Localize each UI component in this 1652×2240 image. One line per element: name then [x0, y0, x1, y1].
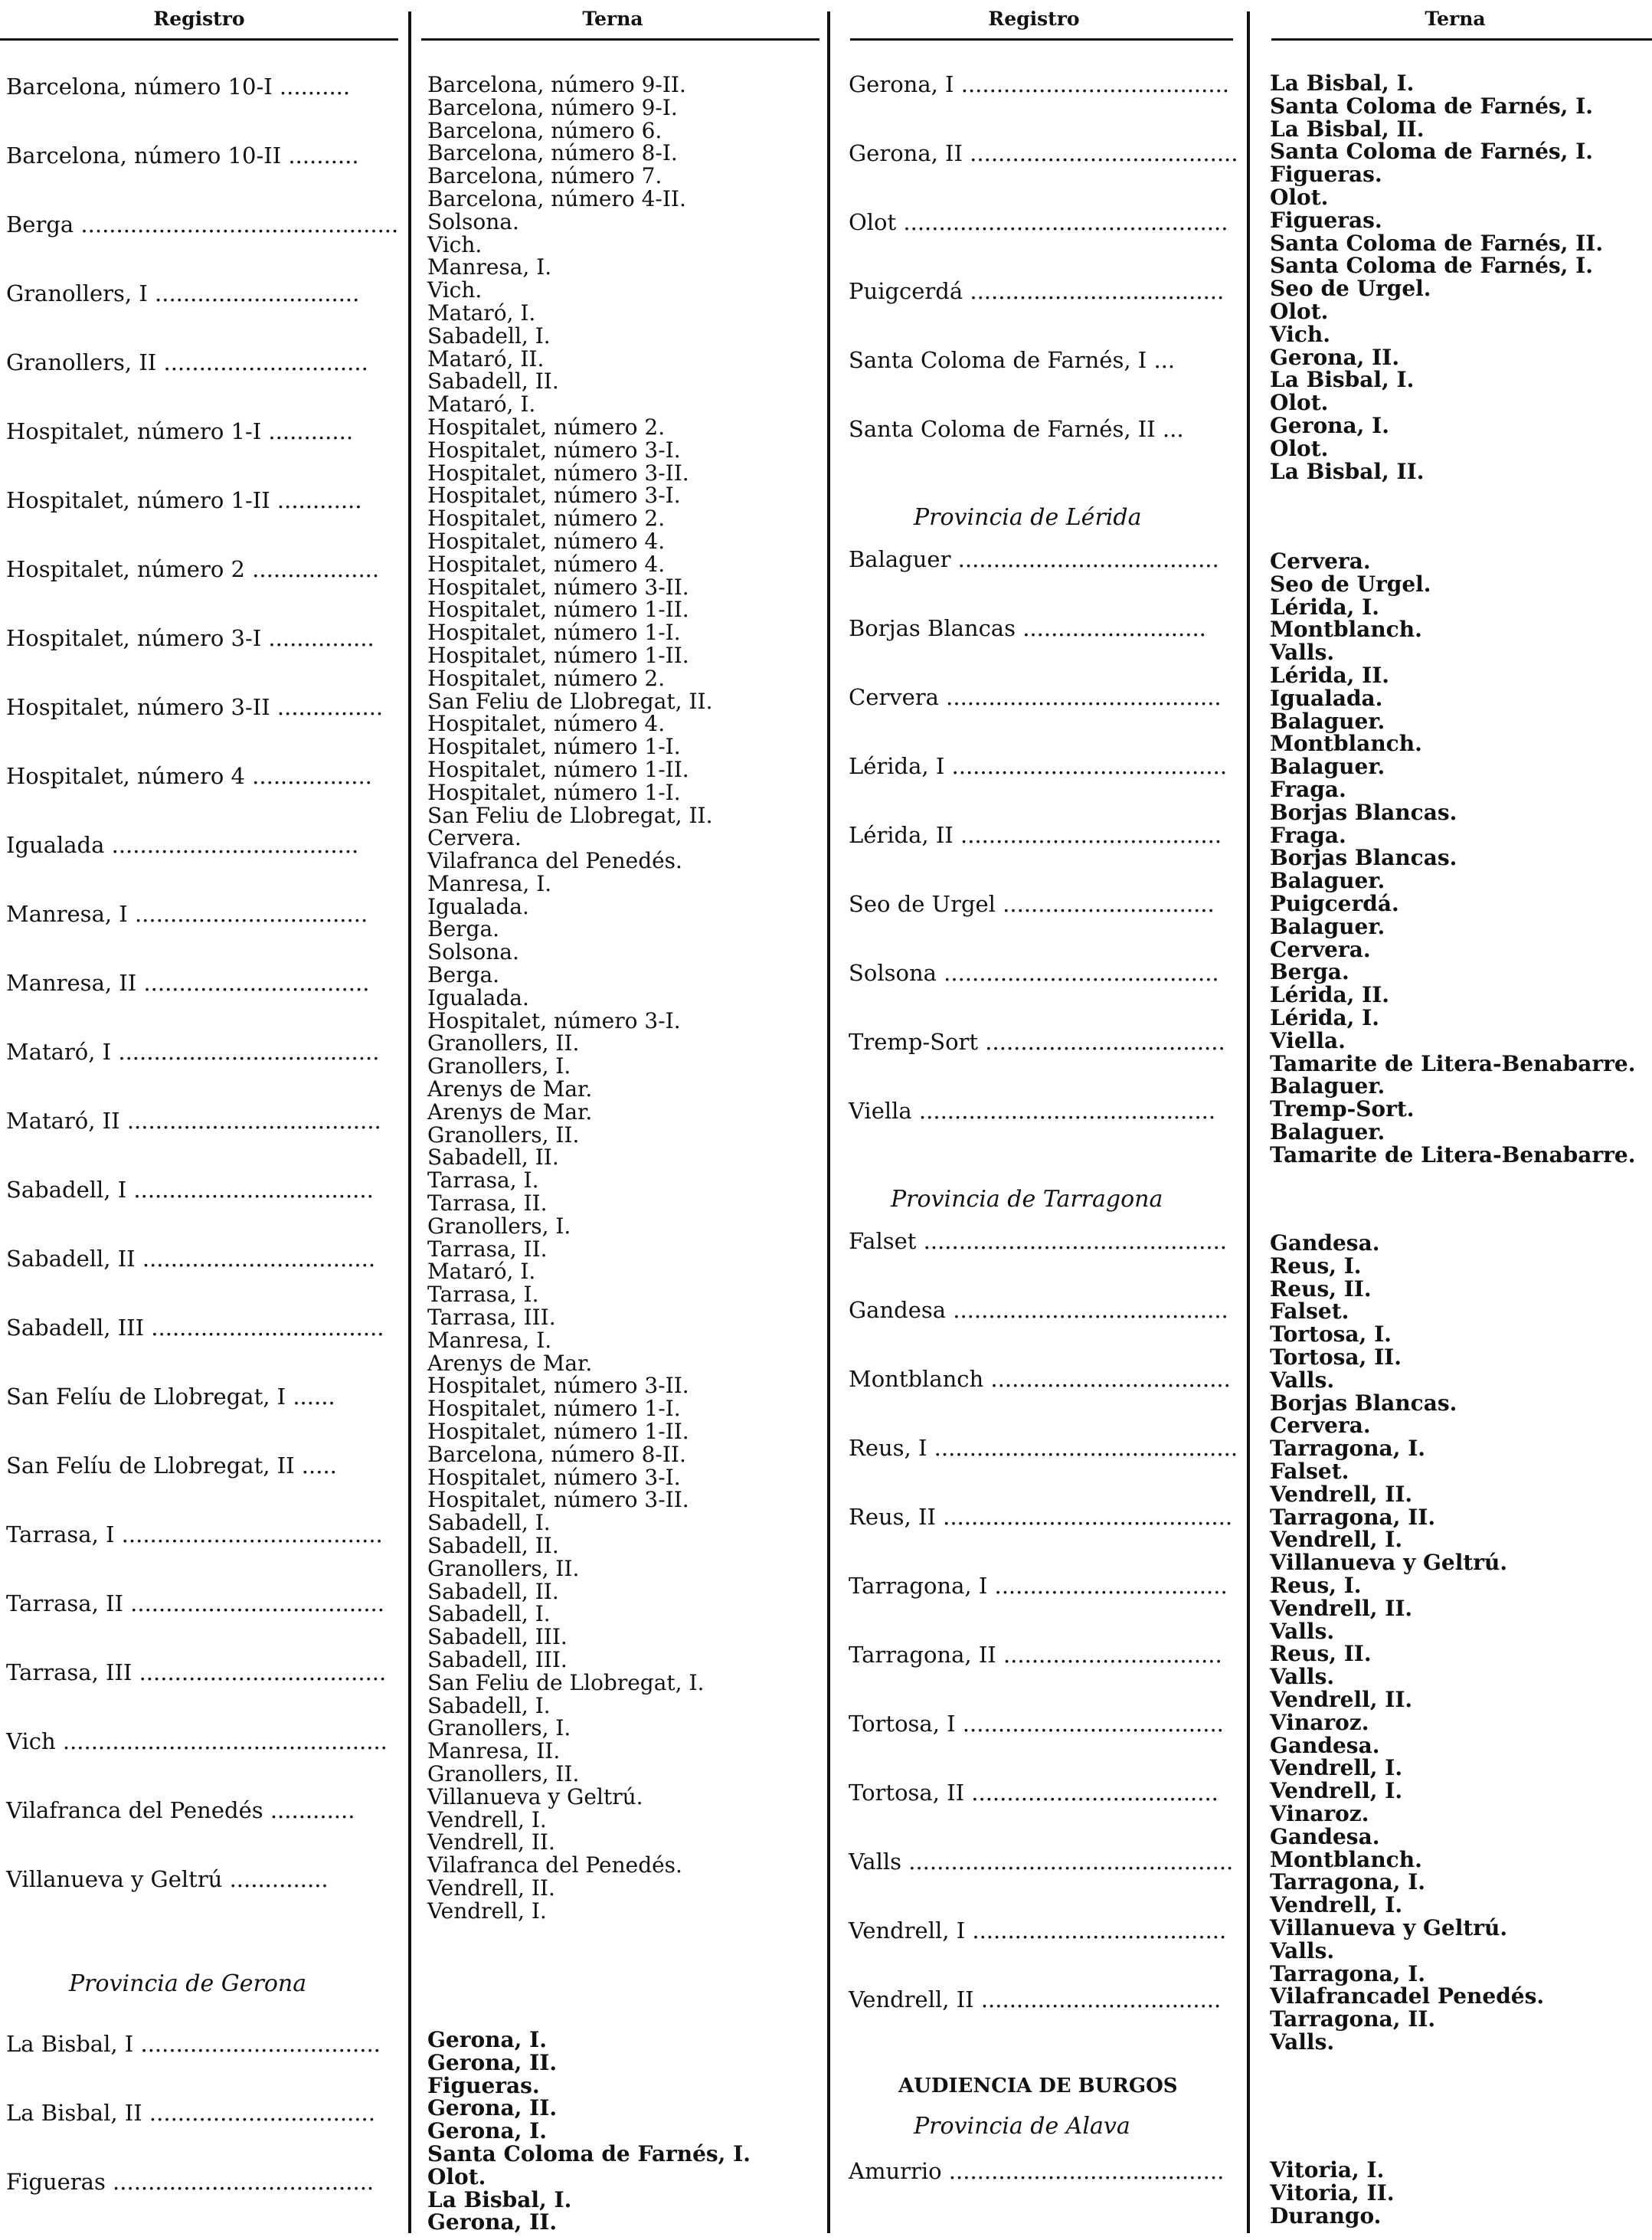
- registro-entry: Amurrio .......................................: [849, 2158, 1225, 2184]
- terna-item: Vendrell, II.: [1270, 1595, 1413, 1621]
- registro-entry: San Felíu de Llobregat, II .....: [6, 1452, 337, 1479]
- registro-entry: Gerona, II ......................................: [849, 140, 1238, 166]
- terna-item: Hospitalet, número 1-I.: [427, 620, 681, 646]
- terna-item: Barcelona, número 8-I.: [427, 140, 678, 166]
- terna-item: La Bisbal, I.: [1270, 367, 1415, 393]
- terna-item: Cervera.: [427, 825, 522, 851]
- column-divider-2: [827, 11, 830, 2233]
- terna-item: Montblanch.: [1270, 1846, 1422, 1872]
- terna-item: Tarragona, I.: [1270, 1960, 1426, 1986]
- terna-item: Solsona.: [427, 939, 519, 965]
- terna-item: Gandesa.: [1270, 1230, 1380, 1256]
- terna-item: Gerona, II.: [427, 2049, 558, 2075]
- terna-item: Figueras.: [1270, 162, 1382, 188]
- terna-item: Hospitalet, número 2.: [427, 665, 666, 691]
- header-rule-4: [1271, 38, 1652, 41]
- terna-item: Valls.: [1270, 1367, 1335, 1393]
- terna-item: Barcelona, número 9-I.: [427, 94, 678, 120]
- terna-item: Gerona, I.: [427, 2118, 547, 2144]
- terna-item: Gerona, I.: [1270, 412, 1389, 438]
- terna-item: Barcelona, número 9-II.: [427, 72, 686, 97]
- terna-item: Balaguer.: [1270, 913, 1385, 939]
- terna-item: Hospitalet, número 1-I.: [427, 734, 681, 760]
- terna-item: La Bisbal, I.: [1270, 70, 1415, 96]
- terna-item: Tarragona, I.: [1270, 1869, 1426, 1895]
- terna-item: Sabadell, II.: [427, 368, 559, 395]
- terna-item: Mataró, I.: [427, 300, 536, 326]
- terna-item: Gerona, II.: [427, 2095, 558, 2121]
- terna-item: Barcelona, número 4-II.: [427, 185, 686, 211]
- terna-item: Tarrasa, I.: [427, 1167, 539, 1194]
- terna-item: Hospitalet, número 4.: [427, 528, 666, 554]
- registro-entry: Gandesa .......................................: [849, 1297, 1228, 1323]
- terna-item: Lérida, II.: [1270, 982, 1390, 1008]
- header-terna-2: Terna: [1425, 8, 1486, 30]
- terna-item: Balaguer.: [1270, 754, 1385, 780]
- terna-item: Hospitalet, número 3-II.: [427, 1487, 689, 1513]
- registro-entry: Tarrasa, III ...................................: [6, 1659, 387, 1685]
- terna-item: Tortosa, I.: [1270, 1321, 1392, 1348]
- terna-item: Sabadell, II.: [427, 1578, 559, 1604]
- registro-entry: Solsona .......................................: [849, 960, 1219, 986]
- terna-item: Falset.: [1270, 1298, 1349, 1325]
- terna-item: Vinaroz.: [1270, 1800, 1369, 1826]
- terna-item: Santa Coloma de Farnés, I.: [1270, 93, 1593, 119]
- province-heading-lerida: Provincia de Lérida: [914, 504, 1142, 531]
- registro-entry: Hospitalet, número 1-II ............: [6, 487, 362, 513]
- terna-item: Tarrasa, II.: [427, 1190, 548, 1217]
- registro-entry: Vich ..............................................: [6, 1728, 388, 1754]
- header-rule-2: [421, 38, 819, 41]
- terna-item: Sabadell, I.: [427, 323, 551, 349]
- terna-item: Borjas Blancas.: [1270, 799, 1457, 825]
- column-divider-3: [1247, 11, 1250, 2233]
- terna-item: Tarrasa, III.: [427, 1305, 556, 1331]
- registro-entry: Hospitalet, número 1-I ............: [6, 418, 354, 444]
- terna-list-alava: [1270, 2159, 1394, 2227]
- terna-item: Vendrell, I.: [1270, 1892, 1403, 1918]
- terna-item: Tarragona, II.: [1270, 2006, 1436, 2032]
- terna-list-gerona-2: [1270, 72, 1603, 483]
- terna-item: Santa Coloma de Farnés, II.: [1270, 230, 1604, 256]
- registro-entry: Manresa, II ................................: [6, 970, 370, 996]
- registro-entry: Sabadell, III .................................: [6, 1315, 384, 1341]
- terna-item: Lérida, II.: [1270, 662, 1390, 688]
- terna-item: Tremp-Sort.: [1270, 1096, 1415, 1122]
- terna-item: Figueras.: [1270, 207, 1382, 233]
- terna-item: Gandesa.: [1270, 1823, 1380, 1849]
- terna-item: Hospitalet, número 3-II.: [427, 1373, 689, 1399]
- terna-item: Villanueva y Geltrú.: [1270, 1914, 1508, 1940]
- terna-item: Mataró, II.: [427, 345, 545, 372]
- terna-item: Gerona, II.: [427, 2209, 558, 2235]
- registro-entry: Vendrell, II ..................................: [849, 1986, 1222, 2012]
- terna-item: Santa Coloma de Farnés, I.: [427, 2140, 751, 2166]
- terna-item: Vich.: [427, 231, 483, 257]
- terna-item: Hospitalet, número 4.: [427, 551, 666, 577]
- registro-entry: Vendrell, I ....................................: [849, 1917, 1227, 1944]
- registro-entry: Figueras .....................................: [6, 2169, 375, 2195]
- terna-item: Hospitalet, número 3-I.: [427, 437, 681, 463]
- terna-item: Hospitalet, número 1-I.: [427, 779, 681, 805]
- terna-item: Vendrell, I.: [1270, 1778, 1403, 1804]
- terna-item: Vendrell, II.: [427, 1875, 555, 1901]
- registro-entry: Tarrasa, II ....................................: [6, 1590, 384, 1616]
- terna-list-lerida: [1270, 550, 1635, 1167]
- terna-item: Arenys de Mar.: [427, 1350, 593, 1376]
- terna-item: Hospitalet, número 3-I.: [427, 483, 681, 509]
- terna-item: Barcelona, número 8-II.: [427, 1441, 686, 1467]
- registro-entry: Balaguer .....................................: [849, 546, 1219, 572]
- terna-item: La Bisbal, I.: [427, 2186, 572, 2212]
- terna-item: Valls.: [1270, 640, 1335, 666]
- province-heading-tarragona: Provincia de Tarragona: [891, 1186, 1163, 1213]
- terna-item: Igualada.: [427, 893, 529, 919]
- terna-item: Granollers, II.: [427, 1122, 580, 1148]
- terna-item: Berga.: [427, 962, 500, 988]
- registro-entry: Tremp-Sort ..................................: [849, 1029, 1225, 1055]
- terna-list-barcelona: [427, 74, 713, 1923]
- terna-item: Gerona, II.: [1270, 344, 1400, 370]
- registro-entry: Hospitalet, número 2 ..................: [6, 556, 380, 582]
- terna-item: Barcelona, número 6.: [427, 117, 662, 143]
- registro-entry: Tarragona, II ...............................: [849, 1642, 1222, 1668]
- terna-item: Vendrell, II.: [427, 1829, 555, 1855]
- terna-item: Tarragona, I.: [1270, 1436, 1426, 1462]
- terna-item: Berga.: [427, 916, 500, 942]
- registro-entry: Mataró, II ....................................: [6, 1108, 381, 1134]
- terna-item: Hospitalet, número 2.: [427, 506, 666, 532]
- terna-item: Olot.: [1270, 184, 1329, 210]
- terna-item: Hospitalet, número 4.: [427, 711, 666, 737]
- terna-item: Vilafrancadel Penedés.: [1270, 1983, 1545, 2009]
- terna-item: Villanueva y Geltrú.: [1270, 1550, 1508, 1576]
- terna-item: Hospitalet, número 3-I.: [427, 1464, 681, 1490]
- terna-item: Granollers, I.: [427, 1715, 571, 1741]
- terna-item: Sabadell, III.: [427, 1646, 568, 1672]
- terna-item: Valls.: [1270, 1937, 1335, 1963]
- registro-entry: Igualada ...................................: [6, 832, 359, 858]
- province-heading-alava: Provincia de Alava: [914, 2113, 1130, 2140]
- terna-item: Villanueva y Geltrú.: [427, 1783, 643, 1809]
- terna-item: Olot.: [427, 2163, 486, 2189]
- terna-item: Olot.: [1270, 435, 1329, 461]
- terna-item: Hospitalet, número 3-II.: [427, 460, 689, 486]
- terna-item: Seo de Urgel.: [1270, 571, 1431, 597]
- terna-item: Vendrell, II.: [1270, 1481, 1413, 1507]
- terna-item: Puigcerdá.: [1270, 890, 1399, 916]
- terna-item: Tarrasa, II.: [427, 1236, 548, 1262]
- terna-item: Hospitalet, número 1-II.: [427, 642, 689, 668]
- registro-entry: Cervera .......................................: [849, 684, 1222, 710]
- terna-item: Igualada.: [1270, 685, 1383, 711]
- terna-item: Mataró, I.: [427, 391, 536, 418]
- terna-item: Vitoria, I.: [1270, 2157, 1385, 2183]
- registro-entry: Tarrasa, I .....................................: [6, 1521, 383, 1547]
- registro-entry: Tarragona, I .................................: [849, 1573, 1228, 1599]
- registro-entry: Seo de Urgel ..............................: [849, 891, 1215, 917]
- registro-entry: Sabadell, I ..................................: [6, 1177, 374, 1203]
- registro-entry: Vilafranca del Penedés ............: [6, 1797, 355, 1823]
- terna-item: Manresa, I.: [427, 870, 552, 896]
- terna-item: Sabadell, I.: [427, 1510, 551, 1536]
- terna-item: Reus, II.: [1270, 1641, 1372, 1667]
- terna-item: Tarragona, II.: [1270, 1504, 1436, 1530]
- registro-entry: Santa Coloma de Farnés, II ...: [849, 416, 1184, 442]
- terna-item: Balaguer.: [1270, 708, 1385, 734]
- terna-item: Vendrell, I.: [427, 1898, 547, 1924]
- registro-entry: Reus, I ...........................................: [849, 1435, 1238, 1461]
- terna-item: Vendrell, I.: [427, 1806, 547, 1832]
- terna-item: Reus, II.: [1270, 1276, 1372, 1302]
- registro-entry: Villanueva y Geltrú ..............: [6, 1866, 329, 1892]
- terna-item: Berga.: [1270, 959, 1349, 985]
- terna-list-gerona: [427, 2029, 751, 2234]
- terna-item: Valls.: [1270, 2029, 1335, 2055]
- terna-item: Sabadell, I.: [427, 1692, 551, 1718]
- terna-item: Granollers, II.: [427, 1555, 580, 1581]
- terna-item: Figueras.: [427, 2072, 540, 2098]
- header-registro-2: Registro: [988, 8, 1080, 30]
- terna-item: Santa Coloma de Farnés, I.: [1270, 253, 1593, 279]
- terna-item: Sabadell, III.: [427, 1624, 568, 1650]
- terna-item: Viella.: [1270, 1027, 1346, 1053]
- registro-entry: Tortosa, I .....................................: [849, 1711, 1224, 1737]
- terna-item: Vendrell, I.: [1270, 1527, 1403, 1553]
- terna-item: Hospitalet, número 2.: [427, 414, 666, 440]
- terna-item: Reus, I.: [1270, 1253, 1362, 1279]
- terna-list-tarragona: [1270, 1232, 1544, 2054]
- terna-item: Santa Coloma de Farnés, I.: [1270, 139, 1593, 165]
- terna-item: Sabadell, II.: [427, 1533, 559, 1558]
- terna-item: Hospitalet, número 3-I.: [427, 1007, 681, 1033]
- header-registro-1: Registro: [153, 8, 245, 30]
- terna-item: Solsona.: [427, 208, 519, 234]
- terna-item: Vitoria, II.: [1270, 2179, 1395, 2206]
- terna-item: Vendrell, I.: [1270, 1755, 1403, 1781]
- terna-item: Arenys de Mar.: [427, 1076, 593, 1102]
- terna-item: Arenys de Mar.: [427, 1099, 593, 1125]
- terna-item: Hospitalet, número 3-II.: [427, 574, 689, 600]
- terna-item: Borjas Blancas.: [1270, 1390, 1457, 1416]
- terna-item: Olot.: [1270, 390, 1329, 416]
- terna-item: Granollers, I.: [427, 1053, 571, 1079]
- registro-entry: Lérida, II .....................................: [849, 822, 1222, 848]
- terna-item: Olot.: [1270, 298, 1329, 324]
- terna-item: Vilafranca del Penedés.: [427, 848, 682, 874]
- terna-item: Durango.: [1270, 2202, 1382, 2229]
- registro-entry: Valls ..............................................: [849, 1849, 1234, 1875]
- terna-item: Sabadell, I.: [427, 1601, 551, 1627]
- terna-item: Montblanch.: [1270, 617, 1422, 643]
- terna-item: Montblanch.: [1270, 731, 1422, 757]
- terna-item: Tamarite de Litera-Benabarre.: [1270, 1050, 1636, 1076]
- terna-item: La Bisbal, II.: [1270, 116, 1425, 142]
- registro-entry: Hospitalet, número 4 .................: [6, 763, 372, 789]
- registro-entry: Mataró, I .....................................: [6, 1039, 380, 1065]
- registro-entry: Olot ..............................................: [849, 209, 1228, 235]
- registro-entry: Santa Coloma de Farnés, I ...: [849, 347, 1176, 373]
- terna-item: San Feliu de Llobregat, II.: [427, 802, 713, 828]
- terna-item: Seo de Urgel.: [1270, 276, 1431, 302]
- terna-item: Hospitalet, número 1-II.: [427, 756, 689, 782]
- terna-item: Balaguer.: [1270, 1073, 1385, 1099]
- terna-item: San Feliu de Llobregat, I.: [427, 1669, 705, 1695]
- terna-item: Hospitalet, número 1-II.: [427, 597, 689, 623]
- terna-item: Granollers, II.: [427, 1760, 580, 1786]
- registro-entry: Puigcerdá ....................................: [849, 278, 1225, 304]
- terna-item: Gerona, I.: [427, 2027, 547, 2052]
- terna-item: Mataró, I.: [427, 1259, 536, 1285]
- terna-item: Tamarite de Litera-Benabarre.: [1270, 1141, 1636, 1167]
- terna-item: Tortosa, II.: [1270, 1344, 1402, 1370]
- registro-entry: Gerona, I ......................................: [849, 71, 1230, 97]
- registro-entry: Montblanch ..................................: [849, 1366, 1231, 1392]
- terna-item: Borjas Blancas.: [1270, 845, 1457, 871]
- terna-item: Valls.: [1270, 1664, 1335, 1690]
- terna-item: Reus, I.: [1270, 1572, 1362, 1598]
- header-terna-1: Terna: [582, 8, 643, 30]
- terna-item: Manresa, I.: [427, 1327, 552, 1353]
- registro-entry: Barcelona, número 10-I ..........: [6, 74, 351, 100]
- terna-item: Valls.: [1270, 1618, 1335, 1644]
- registro-entry: Sabadell, II .................................: [6, 1246, 376, 1272]
- terna-item: Hospitalet, número 1-I.: [427, 1396, 681, 1422]
- registro-entry: Hospitalet, número 3-I ...............: [6, 625, 375, 651]
- registro-entry: Falset ...........................................: [849, 1228, 1228, 1254]
- registro-entry: Hospitalet, número 3-II ...............: [6, 694, 384, 720]
- terna-item: Hospitalet, número 1-II.: [427, 1419, 689, 1445]
- registro-entry: Granollers, II .............................: [6, 349, 368, 375]
- registro-entry: Reus, II .........................................: [849, 1504, 1233, 1530]
- terna-item: Balaguer.: [1270, 868, 1385, 894]
- registro-entry: San Felíu de Llobregat, I ......: [6, 1384, 335, 1410]
- terna-item: Manresa, II.: [427, 1738, 561, 1764]
- terna-item: Vinaroz.: [1270, 1709, 1369, 1735]
- registro-entry: Tortosa, II ...................................: [849, 1780, 1219, 1806]
- registro-entry: Viella ..........................................: [849, 1098, 1216, 1124]
- registro-entry: Barcelona, número 10-II ..........: [6, 142, 359, 169]
- registro-entry: La Bisbal, I ..................................: [6, 2031, 381, 2057]
- terna-item: Falset.: [1270, 1458, 1349, 1484]
- registro-entry: Borjas Blancas ..........................: [849, 615, 1206, 641]
- header-rule-3: [850, 38, 1233, 41]
- registro-entry: Manresa, I .................................: [6, 901, 368, 927]
- terna-item: Granollers, I.: [427, 1213, 571, 1239]
- registro-entry: Lérida, I .......................................: [849, 753, 1228, 779]
- header-rule-1: [0, 38, 398, 41]
- terna-item: Fraga.: [1270, 776, 1346, 802]
- terna-item: Gandesa.: [1270, 1732, 1380, 1758]
- registro-entry: Berga .............................................: [6, 211, 399, 237]
- terna-item: Granollers, II.: [427, 1030, 580, 1056]
- terna-item: Sabadell, II.: [427, 1145, 559, 1171]
- audiencia-heading: AUDIENCIA DE BURGOS: [898, 2075, 1178, 2098]
- terna-item: San Feliu de Llobregat, II.: [427, 688, 713, 714]
- terna-item: Cervera.: [1270, 549, 1371, 574]
- registro-entry: La Bisbal, II ................................: [6, 2100, 375, 2126]
- terna-item: Vendrell, II.: [1270, 1686, 1413, 1712]
- terna-item: Tarrasa, I.: [427, 1282, 539, 1308]
- province-heading-gerona: Provincia de Gerona: [69, 1970, 307, 1997]
- column-divider-1: [408, 11, 411, 2233]
- terna-item: La Bisbal, II.: [1270, 458, 1425, 484]
- terna-item: Barcelona, número 7.: [427, 163, 662, 189]
- terna-item: Lérida, I.: [1270, 594, 1379, 620]
- terna-item: Vilafranca del Penedés.: [427, 1852, 682, 1878]
- terna-item: Igualada.: [427, 984, 529, 1010]
- terna-item: Vich.: [1270, 321, 1331, 347]
- terna-item: Fraga.: [1270, 822, 1346, 848]
- terna-item: Balaguer.: [1270, 1118, 1385, 1145]
- terna-item: Lérida, I.: [1270, 1004, 1379, 1030]
- terna-item: Manresa, I.: [427, 254, 552, 280]
- terna-item: Cervera.: [1270, 936, 1371, 962]
- terna-item: Vich.: [427, 277, 483, 303]
- terna-item: Cervera.: [1270, 1413, 1371, 1439]
- registro-entry: Granollers, I .............................: [6, 280, 360, 306]
